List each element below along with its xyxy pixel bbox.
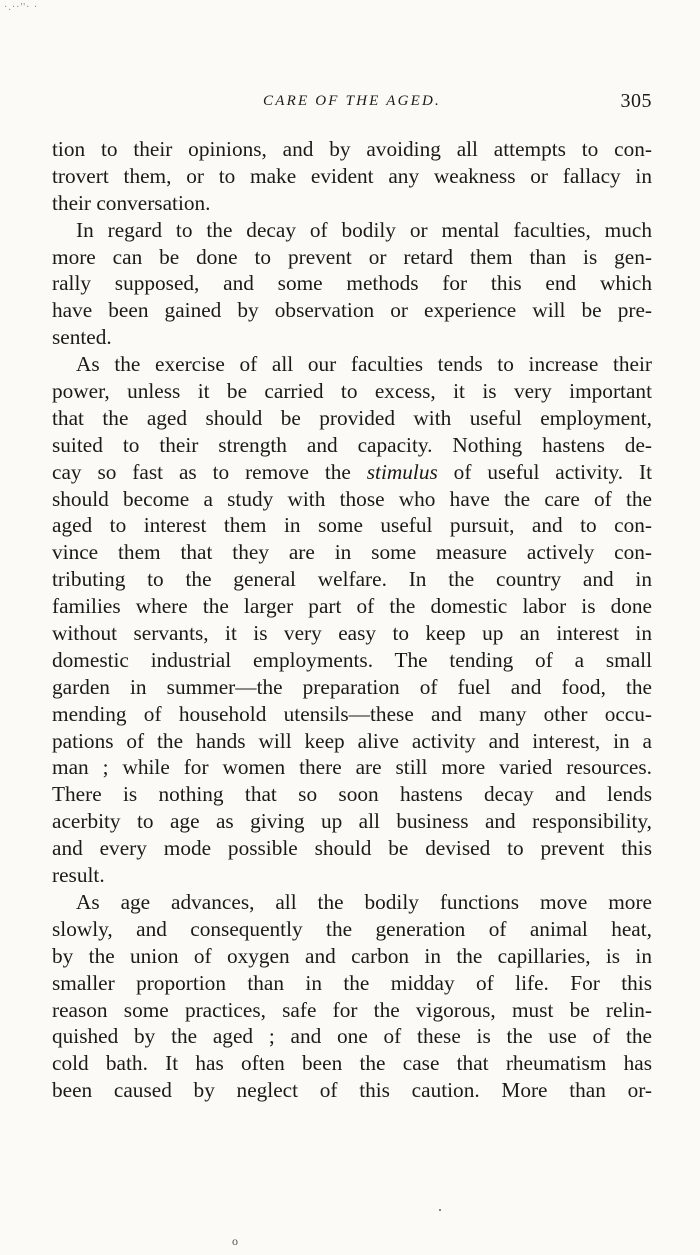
text-line: quished by the aged ; and one of these is the use of the bbox=[52, 1024, 652, 1049]
text-line: rally supposed, and some methods for this end which bbox=[52, 271, 652, 296]
text-segment: cay so fast as to remove the bbox=[52, 459, 367, 484]
text-line: their conversation. bbox=[52, 190, 211, 215]
text-line: more can be done to prevent or retard them than is gen- bbox=[52, 244, 652, 269]
text-line: and every mode possible should be devised to prevent this bbox=[52, 836, 652, 861]
text-line: acerbity to age as giving up all business and responsibility, bbox=[52, 809, 652, 834]
text-line: tion to their opinions, and by avoiding all attempts to con- bbox=[52, 137, 652, 161]
text-line: domestic industrial employments. The tending of a small bbox=[52, 647, 652, 672]
text-line: garden in summer—the preparation of fuel and food, the bbox=[52, 674, 652, 699]
text-line: without servants, it is very easy to keep up an interest in bbox=[52, 621, 652, 646]
text-line: sented. bbox=[52, 325, 112, 350]
text-line: been caused by neglect of this caution. More than or- bbox=[52, 1078, 652, 1103]
text-line: As age advances, all the bodily functions move more bbox=[76, 889, 652, 914]
text-line: families where the larger part of the domestic labor is done bbox=[52, 594, 652, 619]
text-line: pations of the hands will keep alive activity and interest, in a bbox=[52, 728, 652, 753]
page-number: 305 bbox=[620, 90, 652, 112]
text-line: vince them that they are in some measure actively con- bbox=[52, 540, 652, 565]
text-line: mending of household utensils—these and many other occu- bbox=[52, 701, 652, 726]
italic-word: stimulus bbox=[366, 459, 438, 484]
text-line: cold bath. It has often been the case that rheumatism has bbox=[52, 1051, 652, 1076]
text-line: In regard to the decay of bodily or mental faculties, much bbox=[76, 217, 652, 242]
stray-dot: . bbox=[438, 1198, 442, 1215]
text-line: man ; while for women there are still more varied resources. bbox=[52, 755, 652, 780]
text-line: that the aged should be provided with useful employment, bbox=[52, 405, 652, 430]
text-line: power, unless it be carried to excess, it is very important bbox=[52, 379, 652, 404]
page-header bbox=[52, 86, 652, 116]
text-line: slowly, and consequently the generation of animal heat, bbox=[52, 916, 652, 941]
running-head: CARE OF THE AGED. bbox=[263, 93, 441, 109]
text-line: smaller proportion than in the midday of life. For this bbox=[52, 970, 652, 995]
text-line: aged to interest them in some useful pursuit, and to con- bbox=[52, 513, 652, 538]
text-line: trovert them, or to make evident any weakness or fallacy in bbox=[52, 163, 652, 188]
ink-specks: ·.··''· · bbox=[4, 2, 39, 13]
text-line: have been gained by observation or experience will be pre- bbox=[52, 298, 652, 323]
bottom-mark: o bbox=[232, 1234, 238, 1248]
text-line: result. bbox=[52, 863, 105, 888]
text-line: tributing to the general welfare. In the country and in bbox=[52, 567, 652, 592]
text-line: should become a study with those who have the care of the bbox=[52, 486, 652, 511]
text-line bbox=[52, 459, 652, 486]
text-line: by the union of oxygen and carbon in the capillaries, is in bbox=[52, 943, 652, 968]
text-line: As the exercise of all our faculties tends to increase their bbox=[76, 352, 652, 377]
text-segment: of useful activity. It bbox=[437, 459, 652, 484]
text-line: reason some practices, safe for the vigorous, must be relin- bbox=[52, 997, 652, 1022]
text-line: There is nothing that so soon hastens decay and lends bbox=[52, 782, 652, 807]
text-line: suited to their strength and capacity. Nothing hastens de- bbox=[52, 432, 652, 457]
body-text bbox=[52, 136, 652, 1104]
